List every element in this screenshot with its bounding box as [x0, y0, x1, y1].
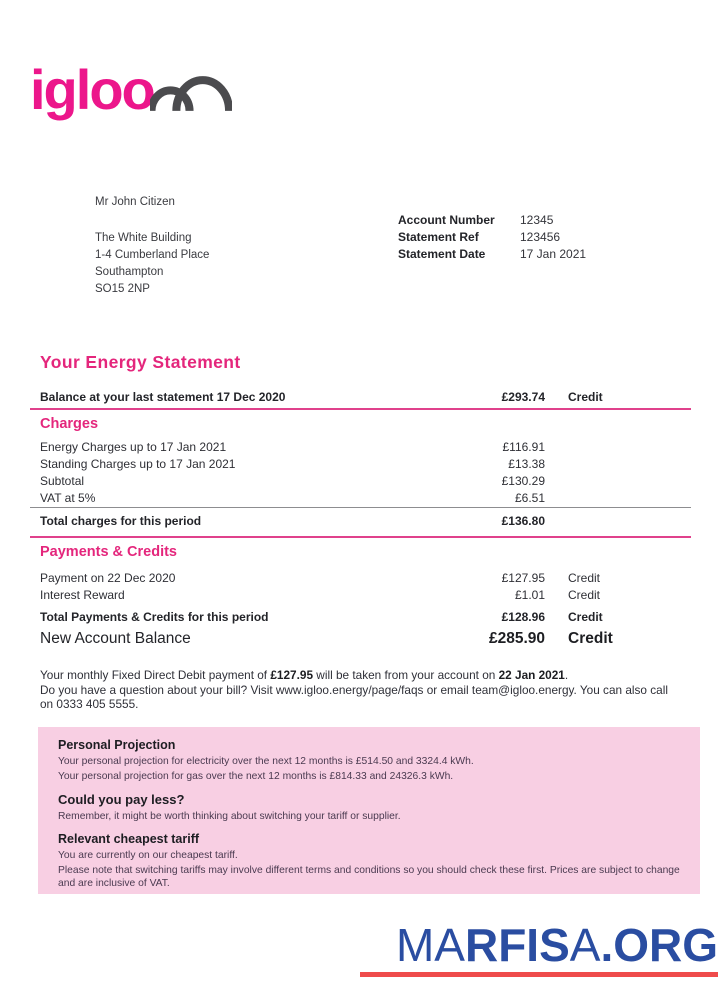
note-text: Your monthly Fixed Direct Debit payment of — [40, 668, 271, 682]
charge-status-empty — [545, 473, 690, 490]
charge-label: Standing Charges up to 17 Jan 2021 — [40, 457, 236, 471]
payment-row — [40, 587, 690, 604]
payment-label: Payment on 22 Dec 2020 — [40, 571, 176, 585]
payments-total-label: Total Payments & Credits for this period — [40, 610, 269, 624]
payments-total-amount: £128.96 — [501, 610, 545, 624]
charge-label: VAT at 5% — [40, 491, 96, 505]
new-balance-row — [40, 629, 690, 649]
meta-row-statement-ref — [398, 229, 586, 246]
last-balance-status: Credit — [568, 390, 603, 404]
note-text: . — [564, 668, 569, 682]
charge-amount: £116.91 — [502, 440, 545, 454]
cheapest-tariff-heading: Relevant cheapest tariff — [58, 832, 200, 846]
charge-row — [40, 490, 690, 507]
charge-amount: £130.29 — [501, 474, 545, 488]
payment-amount: £1.01 — [514, 588, 545, 602]
charges-total-row — [40, 513, 690, 530]
meta-row-statement-date — [398, 246, 586, 263]
contact-note: Do you have a question about your bill? Visit www.igloo.energy/page/faqs or email team@igloo.energy. You can also call on 0333 405 5555. — [40, 682, 668, 711]
address-line: 1-4 Cumberland Place — [95, 249, 210, 261]
watermark-segment: MA — [395, 919, 465, 971]
recipient-name: Mr John Citizen — [95, 196, 175, 208]
direct-debit-note — [40, 668, 680, 683]
payments-rows — [40, 570, 690, 604]
charge-row — [40, 456, 690, 473]
meta-label: Account Number — [398, 213, 495, 227]
meta-label: Statement Ref — [398, 230, 479, 244]
projection-heading: Personal Projection — [58, 738, 176, 752]
divider — [30, 507, 691, 508]
payment-status: Credit — [568, 588, 601, 602]
meta-label: Statement Date — [398, 247, 486, 261]
new-balance-amount: £285.90 — [488, 630, 545, 647]
last-balance-label: Balance at your last statement 17 Dec 2020 — [40, 390, 286, 404]
charges-heading: Charges — [40, 416, 99, 432]
charge-row — [40, 439, 690, 456]
tariff-disclaimer-line: Please note that switching tariffs may involve different terms and conditions so you should check these first. Prices are subject to change and are inclusive of VAT. — [58, 865, 680, 889]
cheapest-tariff-section — [58, 832, 680, 890]
charge-amount: £6.51 — [514, 491, 545, 505]
direct-debit-date: 22 Jan 2021 — [498, 668, 565, 682]
divider — [30, 408, 691, 410]
last-balance-row — [40, 389, 690, 406]
igloo-arch-icon — [150, 58, 232, 114]
charges-total-status-empty — [545, 513, 690, 530]
watermark-underline — [360, 972, 718, 977]
payment-amount: £127.95 — [501, 571, 545, 585]
payments-total-status: Credit — [568, 610, 603, 624]
account-number-value: 12345 — [520, 213, 554, 227]
payment-label: Interest Reward — [40, 588, 125, 602]
address-line: The White Building — [95, 232, 192, 244]
divider — [30, 536, 691, 538]
address-line: SO15 2NP — [95, 283, 150, 295]
recipient-address-block — [95, 194, 209, 298]
projection-gas-line: Your personal projection for gas over the next 12 months is £814.33 and 24326.3 kWh. — [58, 771, 454, 782]
payment-status: Credit — [568, 571, 601, 585]
meta-row-account-number — [398, 212, 586, 229]
charge-status-empty — [545, 456, 690, 473]
pay-less-line: Remember, it might be worth thinking about switching your tariff or supplier. — [58, 811, 401, 822]
projection-electricity-line: Your personal projection for electricity over the next 12 months is £514.50 and 3324.4 kWh. — [58, 756, 474, 767]
charges-rows — [40, 439, 690, 507]
charge-row — [40, 473, 690, 490]
charge-label: Energy Charges up to 17 Jan 2021 — [40, 440, 227, 454]
igloo-logo-text: igloo — [30, 58, 154, 121]
charge-status-empty — [545, 439, 690, 456]
charge-label: Subtotal — [40, 474, 85, 488]
charge-amount: £13.38 — [508, 457, 545, 471]
charge-status-empty — [545, 490, 690, 507]
direct-debit-amount: £127.95 — [270, 668, 314, 682]
account-meta-block — [398, 212, 586, 263]
pay-less-section — [58, 792, 680, 823]
igloo-logo — [30, 58, 232, 121]
projection-section — [58, 738, 680, 783]
notes-block — [40, 668, 680, 712]
statement-ref-value: 123456 — [520, 230, 561, 244]
last-balance-amount: £293.74 — [501, 390, 545, 404]
charges-total-amount: £136.80 — [501, 514, 545, 528]
new-balance-label: New Account Balance — [40, 630, 191, 647]
cheapest-tariff-line: You are currently on our cheapest tariff. — [58, 850, 238, 861]
marfisa-watermark-text — [352, 919, 718, 971]
new-balance-status: Credit — [568, 630, 613, 647]
marfisa-watermark — [352, 919, 718, 977]
page-title: Your Energy Statement — [40, 352, 241, 372]
payments-heading: Payments & Credits — [40, 544, 177, 560]
watermark-segment: RFIS — [464, 919, 570, 971]
note-text: will be taken from your account on — [313, 668, 499, 682]
payment-row — [40, 570, 690, 587]
personal-projection-box — [38, 727, 700, 894]
charges-total-label: Total charges for this period — [40, 514, 202, 528]
payments-total-row — [40, 609, 690, 626]
watermark-segment: A — [569, 919, 601, 971]
statement-date-value: 17 Jan 2021 — [520, 247, 587, 261]
watermark-segment: .ORG — [600, 919, 718, 971]
pay-less-heading: Could you pay less? — [58, 792, 185, 807]
address-line: Southampton — [95, 266, 164, 278]
